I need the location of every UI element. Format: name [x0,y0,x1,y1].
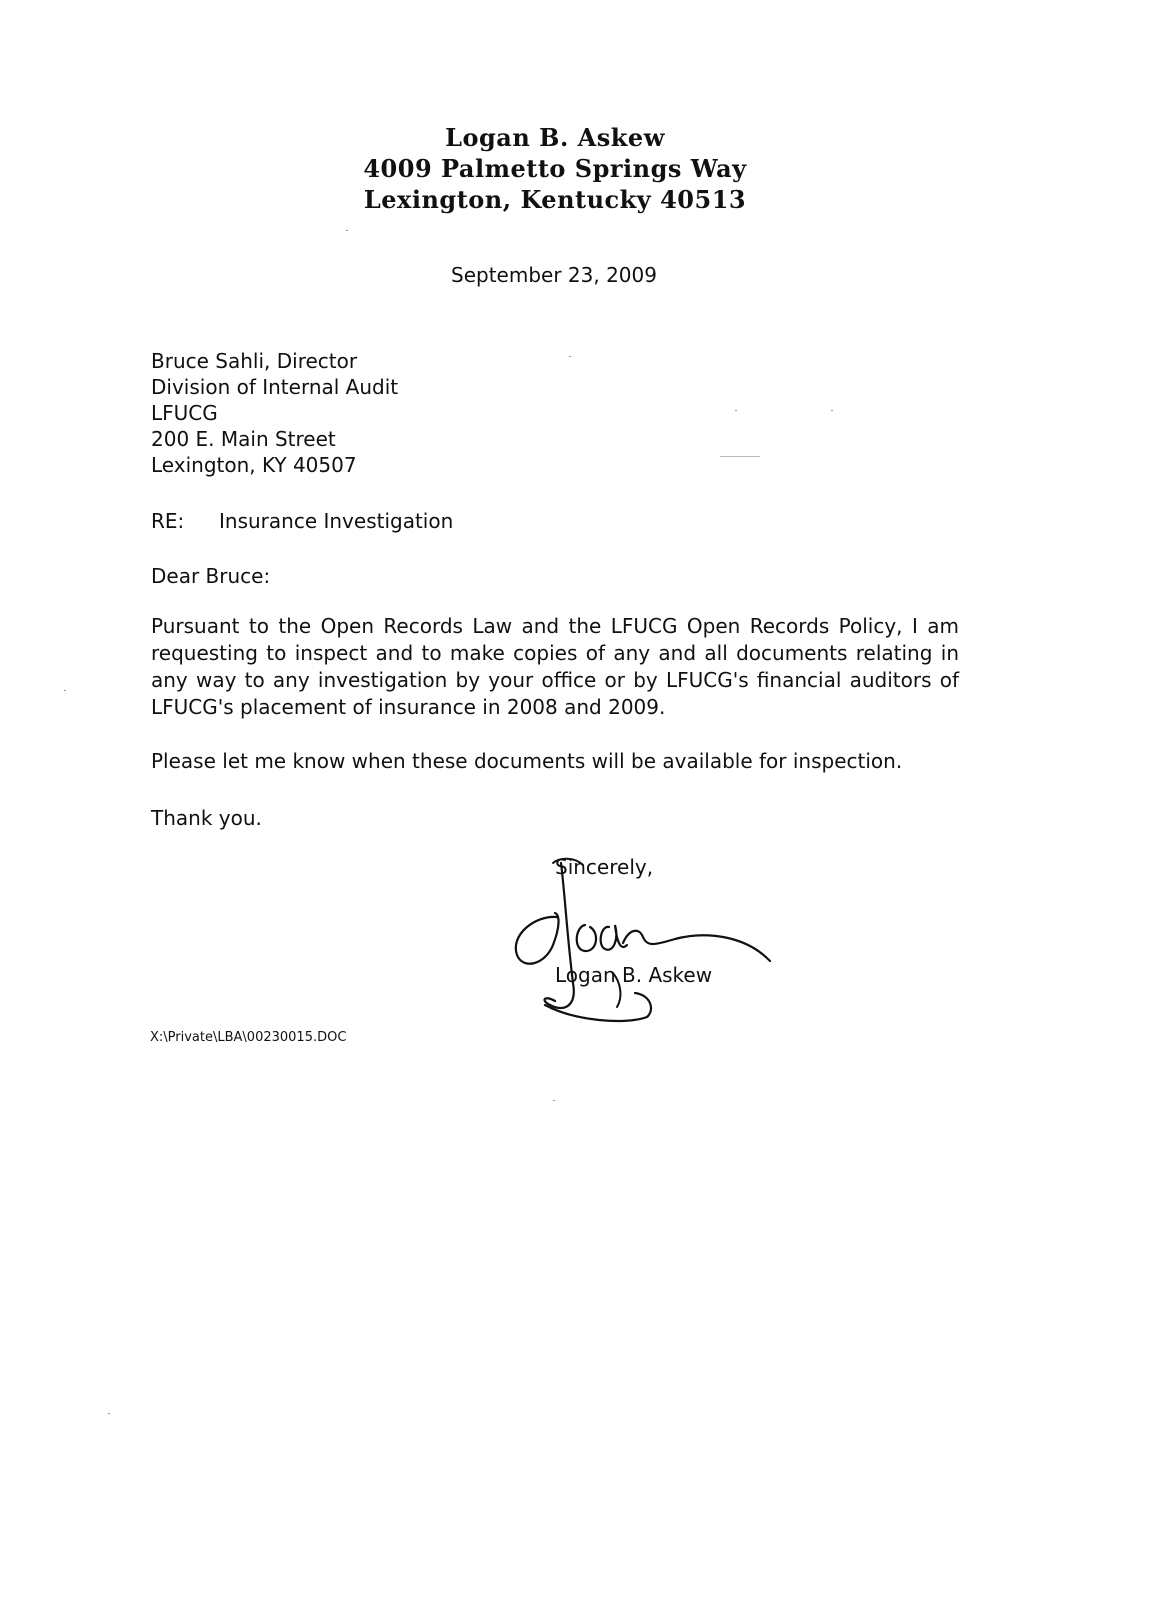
scan-speck [64,690,66,691]
scan-speck [346,230,348,231]
letterhead-street: 4009 Palmetto Springs Way [363,154,747,183]
recipient-address [151,348,398,478]
closing-sincerely: Sincerely, [555,855,654,879]
scan-speck [735,410,737,411]
scan-speck [831,410,833,411]
scan-speck [569,356,571,357]
body-paragraph-availability: Please let me know when these documents will be available for inspection. [151,749,903,773]
re-label: RE: [151,509,185,533]
scan-speck [720,456,760,457]
letterhead [0,122,1110,215]
thank-you-line: Thank you. [151,806,262,830]
body-paragraph-request: Pursuant to the Open Records Law and the LFUCG Open Records Policy, I am requesting to inspect and to make copies of any and all documents relating in any way to any investigation by your office or by LFUCG's financial auditors of LFUCG's placement of insurance in 2008 and 2009. [151,614,959,719]
salutation: Dear Bruce: [151,564,271,588]
letter-date: September 23, 2009 [451,263,657,287]
letterhead-name: Logan B. Askew [445,123,665,152]
signer-name: Logan B. Askew [555,963,713,987]
letterhead-city: Lexington, Kentucky 40513 [363,185,747,214]
recipient-line: Lexington, KY 40507 [151,453,357,477]
re-subject: Insurance Investigation [219,509,454,533]
recipient-line: 200 E. Main Street [151,427,336,451]
recipient-line: Division of Internal Audit [151,375,399,399]
document-file-path: X:\Private\LBA\00230015.DOC [150,1030,347,1045]
re-line [151,508,453,534]
scan-speck [553,1100,555,1101]
recipient-line: Bruce Sahli, Director [151,349,358,373]
handwritten-signature [505,855,785,1030]
scan-speck [108,1413,110,1414]
recipient-line: LFUCG [151,401,218,425]
